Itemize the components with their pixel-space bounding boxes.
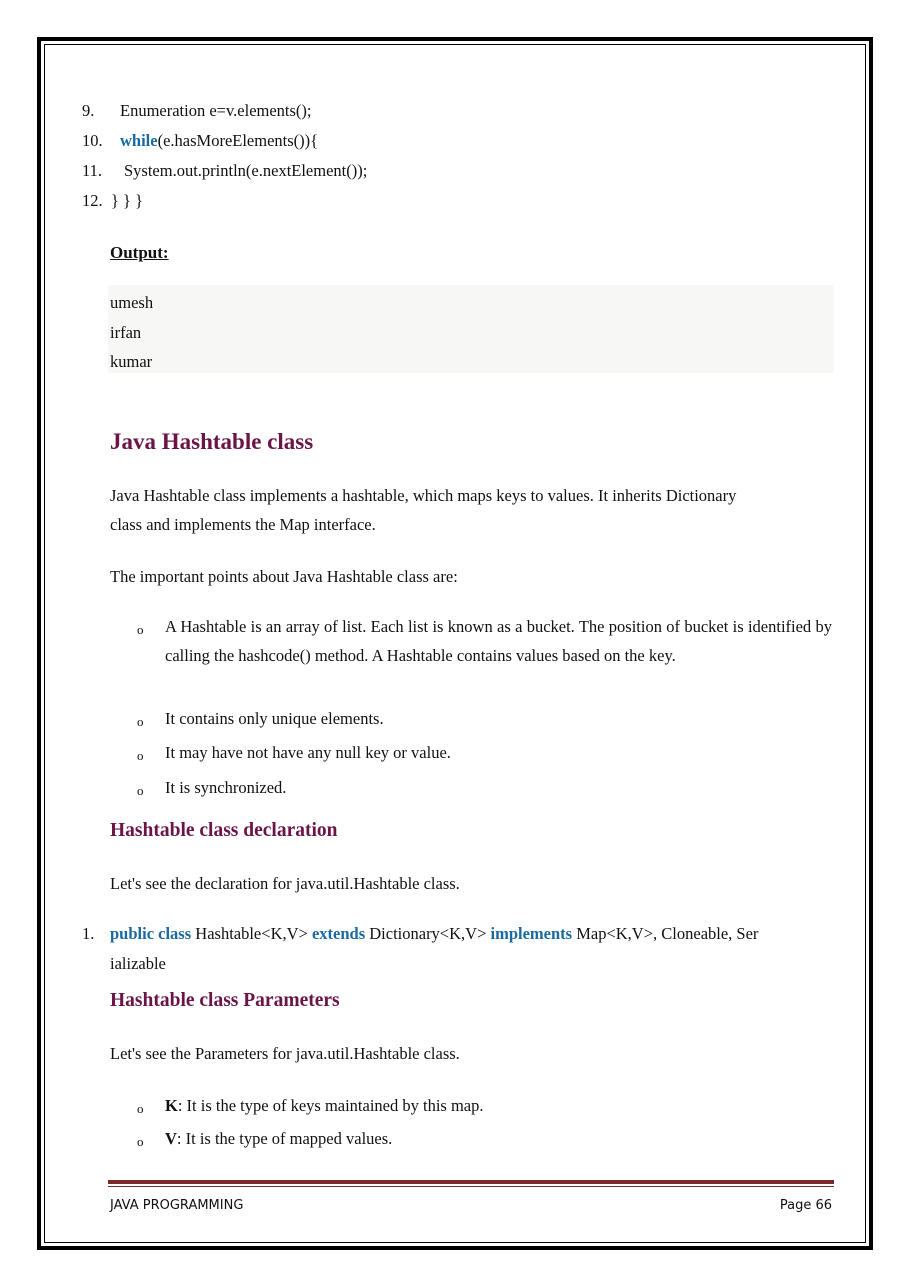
list-item: A Hashtable is an array of list. Each list is known as a bucket. The position of bucket is identified by calling the hashcode() method. A Hashtable contains values based on the key. (165, 617, 832, 665)
line-number: 11. (82, 161, 103, 180)
code-text: Hashtable<K,V> (191, 924, 312, 943)
bullet-icon: o (137, 714, 144, 729)
list-item: It is synchronized. (165, 778, 287, 797)
keyword: implements (490, 924, 573, 943)
page-number: Page 66 (779, 1198, 832, 1213)
code-line (82, 101, 94, 121)
code-text: System.out.println(e.nextElement()); (124, 161, 368, 180)
code-text: Map<K,V>, Cloneable, Ser (572, 924, 759, 943)
section-title: Java Hashtable class (110, 429, 314, 454)
list-item: It may have not have any null key or value. (165, 743, 451, 762)
bullet-icon: o (137, 1134, 144, 1149)
parameters-title: Hashtable class Parameters (110, 990, 340, 1011)
declaration-title: Hashtable class declaration (110, 820, 338, 841)
output-line: kumar (110, 352, 153, 371)
list-item: It contains only unique elements. (165, 709, 384, 728)
declaration-code-continuation: ializable (110, 954, 166, 973)
output-label: Output: (110, 243, 169, 262)
bullet-icon: o (137, 783, 144, 798)
line-number: 1. (82, 924, 95, 943)
footer-title: JAVA PROGRAMMING (110, 1198, 244, 1213)
output-line: irfan (110, 323, 142, 342)
list-item (165, 1124, 832, 1153)
parameters-intro: Let's see the Parameters for java.util.Hashtable class. (110, 1044, 460, 1063)
declaration-intro: Let's see the declaration for java.util.Hashtable class. (110, 874, 460, 893)
keyword: extends (311, 924, 366, 943)
keyword: public class (110, 924, 192, 943)
line-number: 12. (82, 191, 103, 210)
code-text: Dictionary<K,V> (365, 924, 491, 943)
output-line: umesh (110, 293, 154, 312)
code-text: (e.hasMoreElements()){ (157, 131, 319, 150)
code-text: } } } (111, 191, 144, 210)
intro-paragraph-line2: class and implements the Map interface. (110, 515, 376, 534)
points-intro: The important points about Java Hashtable class are: (110, 567, 458, 586)
line-number: 9. (82, 101, 95, 120)
param-desc: : It is the type of mapped values. (176, 1129, 393, 1148)
list-item (165, 1091, 832, 1120)
code-text: Enumeration e=v.elements(); (120, 101, 312, 120)
bullet-icon: o (137, 748, 144, 763)
bullet-icon: o (137, 622, 144, 637)
footer-rule (108, 1180, 834, 1184)
bullet-icon: o (137, 1101, 144, 1116)
line-number: 10. (82, 131, 103, 150)
declaration-code-line (110, 924, 758, 944)
param-key: K (165, 1096, 178, 1115)
code-line (120, 131, 318, 151)
param-desc: : It is the type of keys maintained by this map. (177, 1096, 484, 1115)
footer-rule-thin (108, 1186, 834, 1187)
intro-paragraph-line1: Java Hashtable class implements a hashtable, which maps keys to values. It inherits Dictionary (110, 486, 737, 505)
param-key: V (165, 1129, 177, 1148)
keyword: while (120, 131, 158, 150)
output-box (108, 285, 834, 373)
